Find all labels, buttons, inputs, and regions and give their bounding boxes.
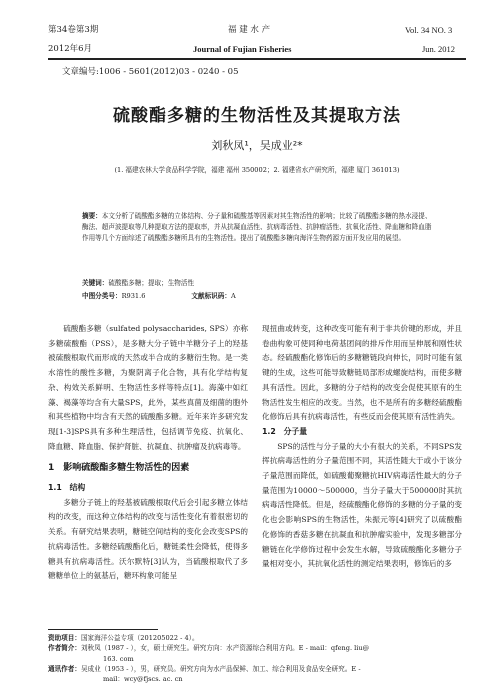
issue-date: 2012年6月 — [48, 44, 93, 54]
classification — [82, 290, 236, 300]
structure-paragraph: 多糖分子链上的羟基被硫酸根取代后会引起多糖立体结构的改变，而这种立体结构的改变与活性变化有着很密切的关系。有研究结果表明，糖链空间结构的变化会改变SPS的抗病毒活性。多糖经硫酸酯化后，糖链柔性会降低，使得多糖具有抗病毒活性。沃尔默特[3]认为，当硫酸根取代了多糖糖单位上的氨基后，糖环构象可能呈 — [48, 497, 248, 581]
journal-name-en: Journal of Fujian Fisheries — [193, 44, 292, 54]
footnote — [48, 633, 468, 684]
keywords-label: 关键词： — [82, 279, 109, 287]
abstract-text: 本文分析了硫酸酯多糖的立体结构、分子量和硫酸基等因素对其生物活性的影响；比较了硫酸酯多糖的热水浸提、酶法、超声波提取等几种提取方法的提取率，并从抗凝血活性、抗病毒活性、抗肿瘤活性、抗氧化活性、降血糖和降血脂作用等几个方面综述了硫酸酯多糖所具有的生物活性。提出了硫酸酯多糖向海洋生物药源方面开发应用的展望。 — [82, 212, 432, 242]
article-title: 硫酸酯多糖的生物活性及其提取方法 — [113, 106, 401, 126]
abstract-label: 摘要： — [82, 212, 102, 220]
clc-code: R931.6 — [121, 292, 146, 300]
article-number: 文章编号:1006 - 5601(2012)03 - 0240 - 05 — [62, 67, 239, 77]
fund-label: 资助项目： — [48, 634, 81, 642]
clc-label: 中图分类号： — [82, 292, 122, 300]
author-affiliation: (1. 福建农林大学食品科学学院，福建 福州 350002；2. 福建省水产研究所，福建 厦门 361013) — [114, 166, 400, 174]
corresponding-label: 通讯作者： — [48, 664, 81, 673]
author-bio-text: 刘秋凤（1987 - ），女，硕士研究生。研究方向：水产资源综合利用方向。E - mail：qfeng. liu@ — [80, 644, 370, 653]
doc-code-label: 文献标识码： — [191, 292, 231, 300]
corresponding-email-cont: mail：wcy@fjscs. ac. cn — [103, 675, 183, 684]
volume-issue: 第34卷第3期 — [48, 25, 99, 35]
section-heading-1: 1 影响硫酸酯多糖生物活性的因素 — [48, 463, 190, 474]
body-left-column — [48, 322, 248, 584]
subsection-heading-molecular-weight: 1.2 分子量 — [262, 426, 307, 436]
author-bio-email-cont: 163. com — [103, 654, 134, 663]
keywords-text: 硫酸酯多糖；提取；生物活性 — [108, 279, 195, 287]
corresponding-text: 吴成业（1953 - ），男，研究员。研究方向为水产品保鲜、加工、综合利用及食品安全研究。E - — [80, 664, 361, 673]
subsection-heading-structure: 1.1 结构 — [48, 483, 86, 493]
volume-issue-en: Vol. 34 NO. 3 — [405, 25, 453, 35]
keywords — [82, 277, 194, 287]
intro-paragraph: 硫酸酯多糖（sulfated polysaccharides, SPS）亦称多糖硫酸酯（PSS），是多糖大分子链中羊糖分子上的羟基被硫酸根取代而形成的天然或半合成的多糖衍生物。是一类水溶性的酸性多糖，为聚阴离子化合物，具有化学结构复杂、构效关系鲜明、生物活性多样等特点[1]。海藻中如红藻、褐藻等均含有大量SPS，此外，某些真菌及细菌的胞外和其些植物中均含有天然的硫酸酯多糖。近年来许多研究发现[1-3]SPS具有多种生理活性，包括调节免疫、抗氧化、降血糖、降血脂、保护肾脏、抗凝血、抗肿瘤及抗病毒等。 — [48, 324, 248, 451]
header-rule — [48, 58, 466, 60]
fund-text: 国家海洋公益专项（201205022 - 4）。 — [80, 634, 199, 642]
footnote-rule — [48, 629, 158, 630]
body-right-column — [262, 322, 462, 572]
author-bio-label: 作者简介： — [48, 644, 81, 653]
doc-code: A — [230, 292, 236, 300]
article-authors: 刘秋凤¹，吴成业²* — [211, 139, 303, 152]
structure-paragraph-cont: 现扭曲或转变，这种改变可能有利于非共价键的形成，并且卷曲构象可使同种电荷基团间的排斥作用而呈伸展和刚性状态。经硫酸酯化修饰后的多糖糖链段向伸长，同时可能有氢键的生成，这些可能导致糖链局部形成螺旋结构，而使多糖具有活性。因此，多糖的分子结构的改变会促使其原有的生物活性发生相应的改变。当然，也不是所有的多糖经硫酸酯化修饰后具有抗病毒活性，有些反而会使其原有活性消失。 — [262, 324, 462, 422]
molecular-weight-paragraph: SPS的活性与分子量的大小有很大的关系，不同SPS发挥抗病毒活性的分子量范围不同，其活性随大于或小于该分子量范围而降低，如硫酸葡聚糖抗HIV病毒活性最大的分子量范围为10000～500000，当分子量大于500000时其抗病毒活性降低。但是，经硫酸酯化修饰的多糖的分子量的变化也会影响SPS的生物活性，朱振元等[4]研究了以硫酸酯化修饰的香菇多糖在抗凝血和抗肿瘤实验中，发现多糖部分糖链在化学修饰过程中会发生水解，导致硫酸酯化多糖分子量相对变小，其抗氧化活性的测定结果表明，修饰后的多 — [262, 441, 462, 569]
journal-name-cn: 福 建 水 产 — [228, 25, 271, 35]
abstract — [82, 211, 432, 244]
issue-date-en: Jun. 2012 — [422, 44, 456, 54]
